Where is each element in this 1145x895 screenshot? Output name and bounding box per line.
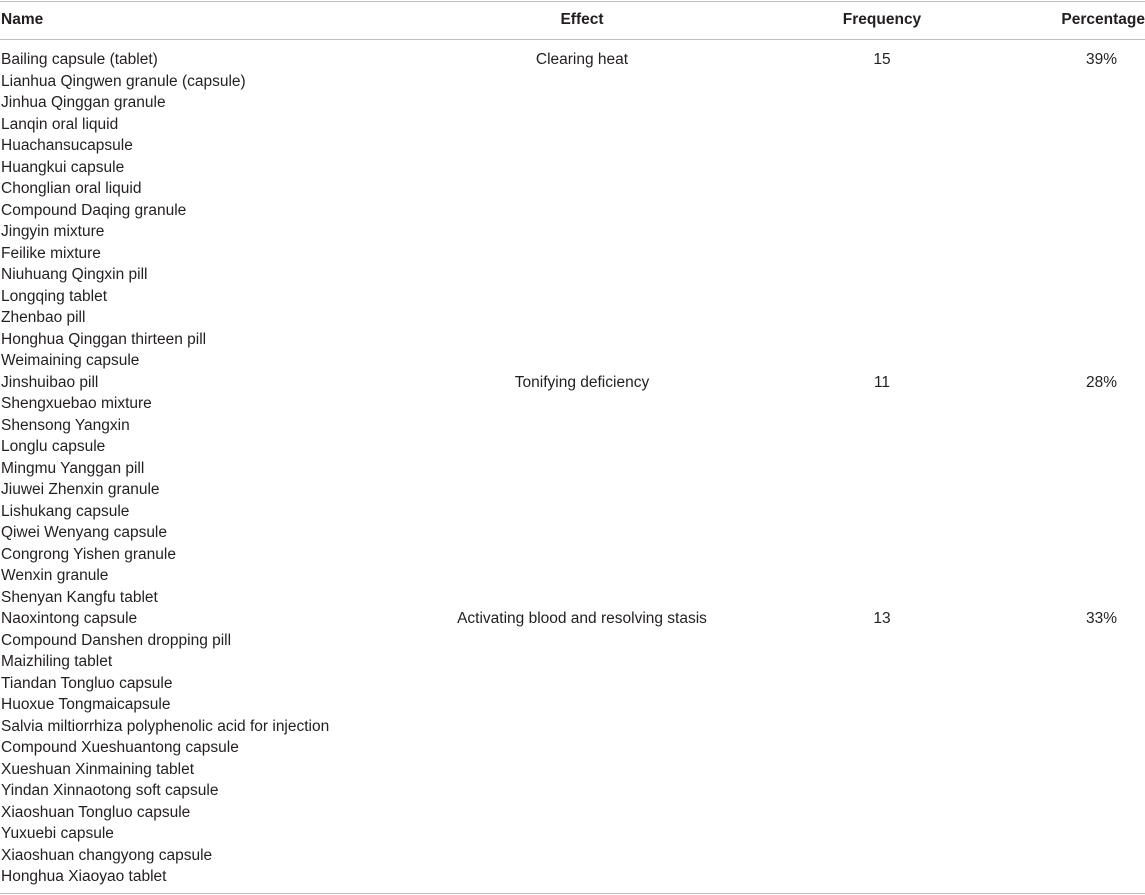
effect-tonifying-deficiency: Tonifying deficiency bbox=[514, 373, 650, 391]
header-percentage: Percentage bbox=[1061, 11, 1145, 28]
table-row: Longqing tablet bbox=[1, 287, 108, 305]
table-row: Congrong Yishen granule bbox=[1, 545, 176, 563]
percentage-activating-blood: 33% bbox=[1085, 610, 1117, 627]
table-row: Huoxue Tongmaicapsule bbox=[1, 696, 171, 713]
table-row: Feilike mixture bbox=[1, 244, 101, 262]
table-row: Longlu capsule bbox=[1, 438, 106, 455]
percentage-tonifying-deficiency: 28% bbox=[1085, 373, 1117, 391]
percentage-clearing-heat: 39% bbox=[1085, 51, 1117, 68]
table-row: Jiuwei Zhenxin granule bbox=[1, 481, 160, 498]
table-row: Wenxin granule bbox=[1, 567, 109, 584]
table-header-rule bbox=[0, 39, 1145, 40]
table-row: Honghua Qinggan thirteen pill bbox=[1, 330, 207, 348]
table-row: Lianhua Qingwen granule (capsule) bbox=[1, 72, 246, 90]
table-row: Jinhua Qinggan granule bbox=[1, 94, 166, 111]
table-row: Lanqin oral liquid bbox=[1, 115, 119, 133]
table-row: Naoxintong capsule bbox=[1, 610, 138, 627]
table-row: Compound Xueshuantong capsule bbox=[1, 739, 239, 756]
frequency-activating-blood: 13 bbox=[873, 610, 891, 627]
table-row: Yindan Xinnaotong soft capsule bbox=[1, 782, 219, 799]
table-row: Lishukang capsule bbox=[1, 502, 130, 520]
table-row: Jingyin mixture bbox=[1, 223, 105, 240]
header-frequency: Frequency bbox=[842, 11, 922, 28]
frequency-tonifying-deficiency: 11 bbox=[873, 373, 891, 391]
table-row: Tiandan Tongluo capsule bbox=[1, 674, 173, 692]
table-row: Yuxuebi capsule bbox=[1, 825, 114, 842]
table-row: Bailing capsule (tablet) bbox=[1, 51, 158, 68]
table-row: Qiwei Wenyang capsule bbox=[1, 524, 167, 541]
table-bottom-rule bbox=[0, 893, 1145, 894]
table-row: Jinshuibao pill bbox=[1, 373, 99, 391]
table-row: Compound Daqing granule bbox=[1, 201, 187, 219]
table-row: Compound Danshen dropping pill bbox=[1, 631, 232, 649]
name-column bbox=[1, 49, 329, 888]
table-row: Chonglian oral liquid bbox=[1, 180, 142, 197]
table-row: Xiaoshuan changyong capsule bbox=[1, 846, 213, 864]
table-row: Maizhiling tablet bbox=[1, 653, 113, 670]
table-header-row bbox=[0, 0, 1145, 39]
table-row: Zhenbao pill bbox=[1, 309, 86, 326]
table-row: Niuhuang Qingxin pill bbox=[1, 266, 148, 283]
table-row: Huachansucapsule bbox=[1, 137, 133, 154]
table-row: Salvia miltiorrhiza polyphenolic acid for injection bbox=[1, 717, 330, 735]
table-row: Xueshuan Xinmaining tablet bbox=[1, 760, 195, 778]
header-name: Name bbox=[1, 11, 44, 28]
effect-clearing-heat: Clearing heat bbox=[535, 51, 629, 68]
table-row: Xiaoshuan Tongluo capsule bbox=[1, 803, 191, 821]
frequency-clearing-heat: 15 bbox=[873, 51, 891, 68]
table-row: Shensong Yangxin bbox=[1, 416, 130, 434]
table-row: Shengxuebao mixture bbox=[1, 395, 152, 412]
table-row: Huangkui capsule bbox=[1, 158, 125, 176]
table-row: Shenyan Kangfu tablet bbox=[1, 588, 158, 606]
table-row: Mingmu Yanggan pill bbox=[1, 459, 145, 477]
table-row: Honghua Xiaoyao tablet bbox=[1, 868, 167, 885]
table-row: Weimaining capsule bbox=[1, 352, 140, 369]
header-effect: Effect bbox=[560, 11, 604, 28]
effect-activating-blood: Activating blood and resolving stasis bbox=[457, 610, 707, 627]
